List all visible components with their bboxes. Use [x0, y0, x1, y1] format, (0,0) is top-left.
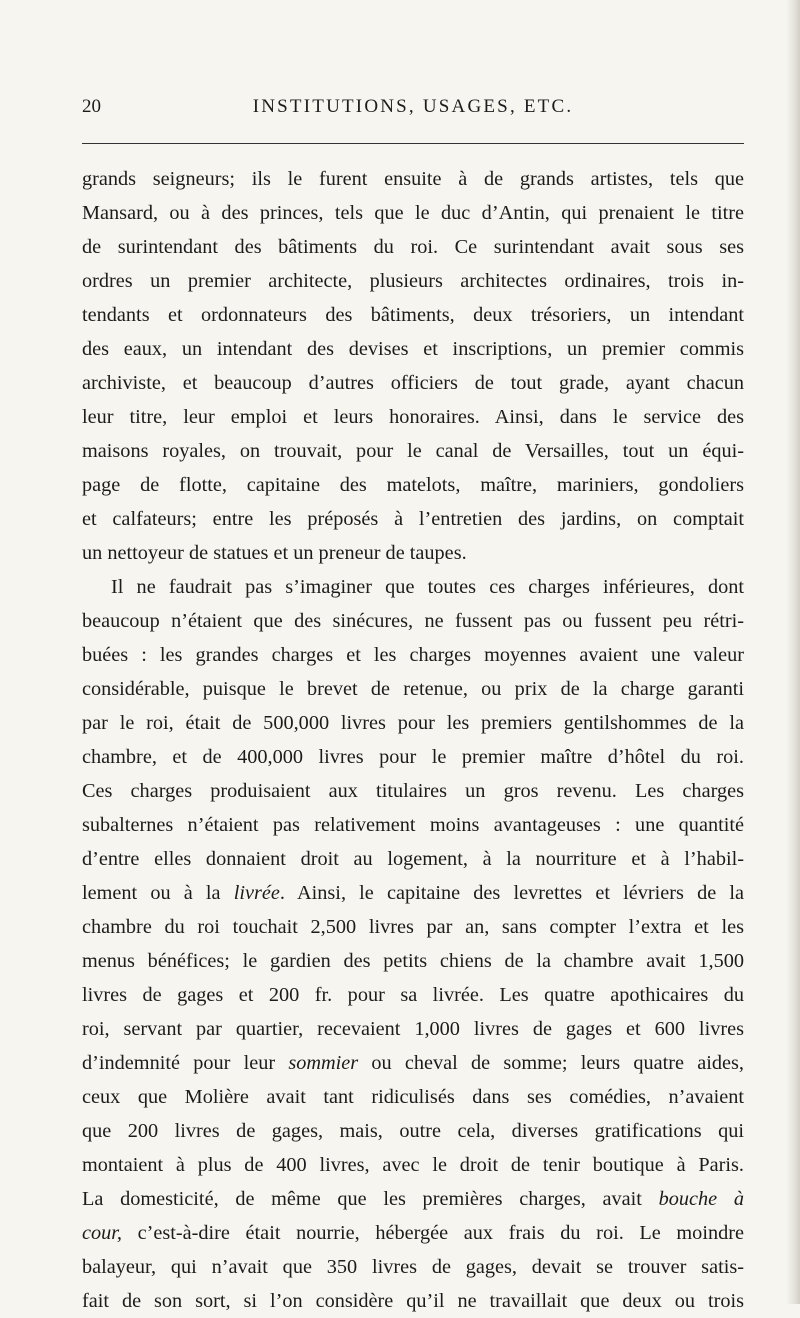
text-line: maisons royales, on trouvait, pour le canal de Versailles, tout un équi-	[82, 440, 744, 462]
text-line: d’indemnité pour leur sommier ou cheval de somme; leurs quatre aides,	[82, 1052, 744, 1074]
italic-word: bouche à	[658, 1188, 744, 1210]
text-line: que 200 livres de gages, mais, outre cela, diverses gratifications qui	[82, 1120, 744, 1142]
text-line: fait de son sort, si l’on considère qu’il ne travaillait que deux ou trois	[82, 1290, 744, 1312]
italic-word: cour,	[82, 1222, 122, 1244]
italic-word: sommier	[288, 1052, 359, 1074]
text-line: chambre du roi touchait 2,500 livres par an, sans compter l’extra et les	[82, 916, 744, 938]
text-line: Il ne faudrait pas s’imaginer que toutes ces charges inférieures, dont	[111, 576, 744, 598]
text-line: La domesticité, de même que les premières charges, avait bouche à	[82, 1188, 744, 1210]
text-line: livres de gages et 200 fr. pour sa livrée. Les quatre apothicaires du	[82, 984, 744, 1006]
text-line: lement ou à la livrée. Ainsi, le capitaine des levrettes et lévriers de la	[82, 882, 744, 904]
text-line: beaucoup n’étaient que des sinécures, ne fussent pas ou fussent peu rétri-	[82, 610, 744, 632]
running-title: INSTITUTIONS, USAGES, ETC.	[252, 96, 574, 117]
text-line: buées : les grandes charges et les charges moyennes avaient une valeur	[82, 644, 744, 666]
text-line: un nettoyeur de statues et un preneur de taupes.	[82, 542, 467, 564]
text-line: et calfateurs; entre les préposés à l’entretien des jardins, on comptait	[82, 508, 744, 530]
text-line: menus bénéfices; le gardien des petits chiens de la chambre avait 1,500	[82, 950, 744, 972]
text-line: page de flotte, capitaine des matelots, maître, mariniers, gondoliers	[82, 474, 744, 496]
text-line: chambre, et de 400,000 livres pour le premier maître d’hôtel du roi.	[82, 746, 744, 768]
text-line: archiviste, et beaucoup d’autres officiers de tout grade, ayant chacun	[82, 372, 744, 394]
paragraph-1	[82, 162, 744, 570]
text-line: des eaux, un intendant des devises et inscriptions, un premier commis	[82, 338, 744, 360]
body-text	[82, 162, 744, 1318]
text-line: balayeur, qui n’avait que 350 livres de gages, devait se trouver satis-	[82, 1256, 744, 1278]
text-line: grands seigneurs; ils le furent ensuite à de grands artistes, tels que	[82, 168, 744, 190]
text-line: tendants et ordonnateurs des bâtiments, deux trésoriers, un intendant	[82, 304, 744, 326]
italic-word: livrée	[233, 882, 280, 904]
text-line: subalternes n’étaient pas relativement moins avantageuses : une quantité	[82, 814, 744, 836]
page-header	[82, 96, 744, 130]
paragraph-2	[82, 570, 744, 1318]
page-edge-shadow	[786, 0, 800, 1304]
text-line: de surintendant des bâtiments du roi. Ce surintendant avait sous ses	[82, 236, 744, 258]
text-line: considérable, puisque le brevet de retenue, ou prix de la charge garanti	[82, 678, 744, 700]
text-line: d’entre elles donnaient droit au logement, à la nourriture et à l’habil-	[82, 848, 744, 870]
text-line: cour, c’est-à-dire était nourrie, hébergée aux frais du roi. Le moindre	[82, 1222, 744, 1244]
text-line: leur titre, leur emploi et leurs honoraires. Ainsi, dans le service des	[82, 406, 744, 428]
text-line: Ces charges produisaient aux titulaires un gros revenu. Les charges	[82, 780, 744, 802]
header-rule	[82, 143, 744, 144]
text-line: ordres un premier architecte, plusieurs architectes ordinaires, trois in-	[82, 270, 744, 292]
text-line: par le roi, était de 500,000 livres pour les premiers gentilshommes de la	[82, 712, 744, 734]
page-number: 20	[82, 96, 101, 117]
text-line: ceux que Molière avait tant ridiculisés dans ses comédies, n’avaient	[82, 1086, 744, 1108]
text-line: Mansard, ou à des princes, tels que le duc d’Antin, qui prenaient le titre	[82, 202, 744, 224]
text-line: roi, servant par quartier, recevaient 1,000 livres de gages et 600 livres	[82, 1018, 744, 1040]
text-line: montaient à plus de 400 livres, avec le droit de tenir boutique à Paris.	[82, 1154, 744, 1176]
